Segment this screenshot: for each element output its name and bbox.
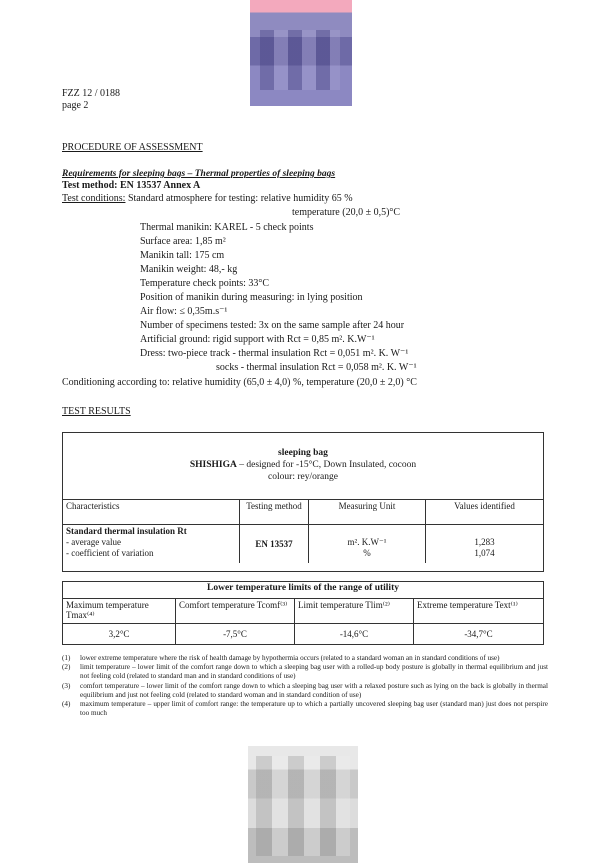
footnote (62, 663, 548, 681)
footnote (62, 682, 548, 700)
air-flow: Air flow: ≤ 0,35m.s⁻¹ (140, 306, 228, 317)
row-method: EN 13537 (240, 525, 309, 564)
product-name: SHISHIGA (189, 460, 237, 470)
redacted-image-top (250, 0, 352, 106)
limit-value-limit: -14,6°C (295, 624, 414, 645)
footnote-number: (3) (62, 681, 71, 690)
results-box (62, 432, 544, 572)
value-cv: 1,074 (474, 548, 495, 558)
footnote-text: limit temperature – lower limit of the comfort range down to which a sleeping bag user with a rolled-up body posture is globally in thermal equilibrium and just not feeling cold (related to standard man and in standard conditions of use) (80, 663, 548, 681)
footnote-text: maximum temperature – upper limit of comfort range: the temperature up to which a partially uncovered sleeping bag user (standard man) just does not perspire too much (80, 700, 548, 718)
limit-col-max: Maximum temperature Tmax⁽⁴⁾ (63, 599, 176, 624)
product-line (63, 459, 543, 471)
col-testing-method: Testing method (240, 500, 309, 525)
limits-table (62, 581, 544, 645)
requirements-title: Requirements for sleeping bags – Thermal properties of sleeping bags (62, 169, 336, 179)
test-conditions-humidity: Standard atmosphere for testing: relative humidity 65 % (125, 193, 353, 204)
specimens: Number of specimens tested: 3x on the same sample after 24 hour (140, 320, 405, 331)
footnote-number: (1) (62, 654, 71, 662)
socks: socks - thermal insulation Rct = 0,058 m². K. W⁻¹ (216, 362, 417, 373)
row-characteristic (63, 525, 240, 564)
check-points: Temperature check points: 33°C (140, 278, 270, 289)
test-temperature: temperature (20,0 ± 0,5)°C (292, 207, 401, 218)
col-measuring-unit: Measuring Unit (309, 500, 426, 525)
artificial-ground: Artificial ground: rigid support with Rct = 0,85 m². K.W⁻¹ (140, 334, 375, 345)
footnote-text: lower extreme temperature where the risk of health damage by hypothermia occurs (related to a standard woman an in standard conditions of use) (80, 654, 500, 662)
row-cv: - coefficient of variation (66, 548, 154, 558)
page-number: page 2 (62, 100, 89, 111)
redacted-image-bottom (248, 746, 358, 863)
row-average: - average value (66, 537, 121, 547)
manikin-weight: Manikin weight: 48,- kg (140, 264, 238, 275)
product-type: sleeping bag (278, 448, 328, 458)
product-desc: – designed for -15°C, Down Insulated, cocoon (236, 460, 417, 470)
footnote-number: (2) (62, 663, 71, 672)
surface-area: Surface area: 1,85 m² (140, 236, 226, 247)
row-units (309, 525, 426, 564)
results-table (63, 499, 543, 563)
test-method: Test method: EN 13537 Annex A (62, 180, 201, 191)
results-heading: TEST RESULTS (62, 406, 131, 417)
footnote (62, 700, 548, 718)
footnote-text: comfort temperature – lower limit of the comfort range down to which a sleeping bag user with a relaxed posture such as lying on the back is globally in thermal equilibrium and just not feeling cold (related to standard woman and in standard condition of use) (80, 681, 548, 699)
footnote (62, 654, 548, 663)
footnote-number: (4) (62, 700, 71, 709)
value-average: 1,283 (474, 537, 495, 547)
unit-average: m². K.W⁻¹ (347, 537, 387, 547)
footnotes (62, 654, 548, 718)
procedure-heading: PROCEDURE OF ASSESSMENT (62, 142, 203, 153)
manikin-tall: Manikin tall: 175 cm (140, 250, 225, 261)
col-characteristics: Characteristics (63, 500, 240, 525)
limit-col-extreme: Extreme temperature Text⁽¹⁾ (414, 599, 544, 624)
manikin-position: Position of manikin during measuring: in lying position (140, 292, 363, 303)
doc-reference: FZZ 12 / 0188 (62, 88, 121, 99)
limit-col-limit: Limit temperature Tlim⁽²⁾ (295, 599, 414, 624)
unit-cv: % (363, 548, 371, 558)
limit-value-max: 3,2°C (63, 624, 176, 645)
dress: Dress: two-piece track - thermal insulation Rct = 0,051 m². K. W⁻¹ (140, 348, 409, 359)
product-block (63, 447, 543, 483)
limit-col-comfort: Comfort temperature Tcomf⁽³⁾ (176, 599, 295, 624)
limit-value-extreme: -34,7°C (414, 624, 544, 645)
test-conditions-label: Test conditions: (62, 193, 126, 204)
row-values (426, 525, 544, 564)
limit-value-comfort: -7,5°C (176, 624, 295, 645)
limits-title: Lower temperature limits of the range of utility (63, 582, 544, 599)
col-values: Values identified (426, 500, 544, 525)
product-colour: colour: rey/orange (268, 472, 338, 482)
test-conditions (62, 193, 353, 205)
conditioning: Conditioning according to: relative humidity (65,0 ± 4,0) %, temperature (20,0 ± 2,0) °C (62, 377, 417, 388)
manikin: Thermal manikin: KAREL - 5 check points (140, 222, 314, 233)
row-title: Standard thermal insulation Rt (66, 526, 187, 536)
